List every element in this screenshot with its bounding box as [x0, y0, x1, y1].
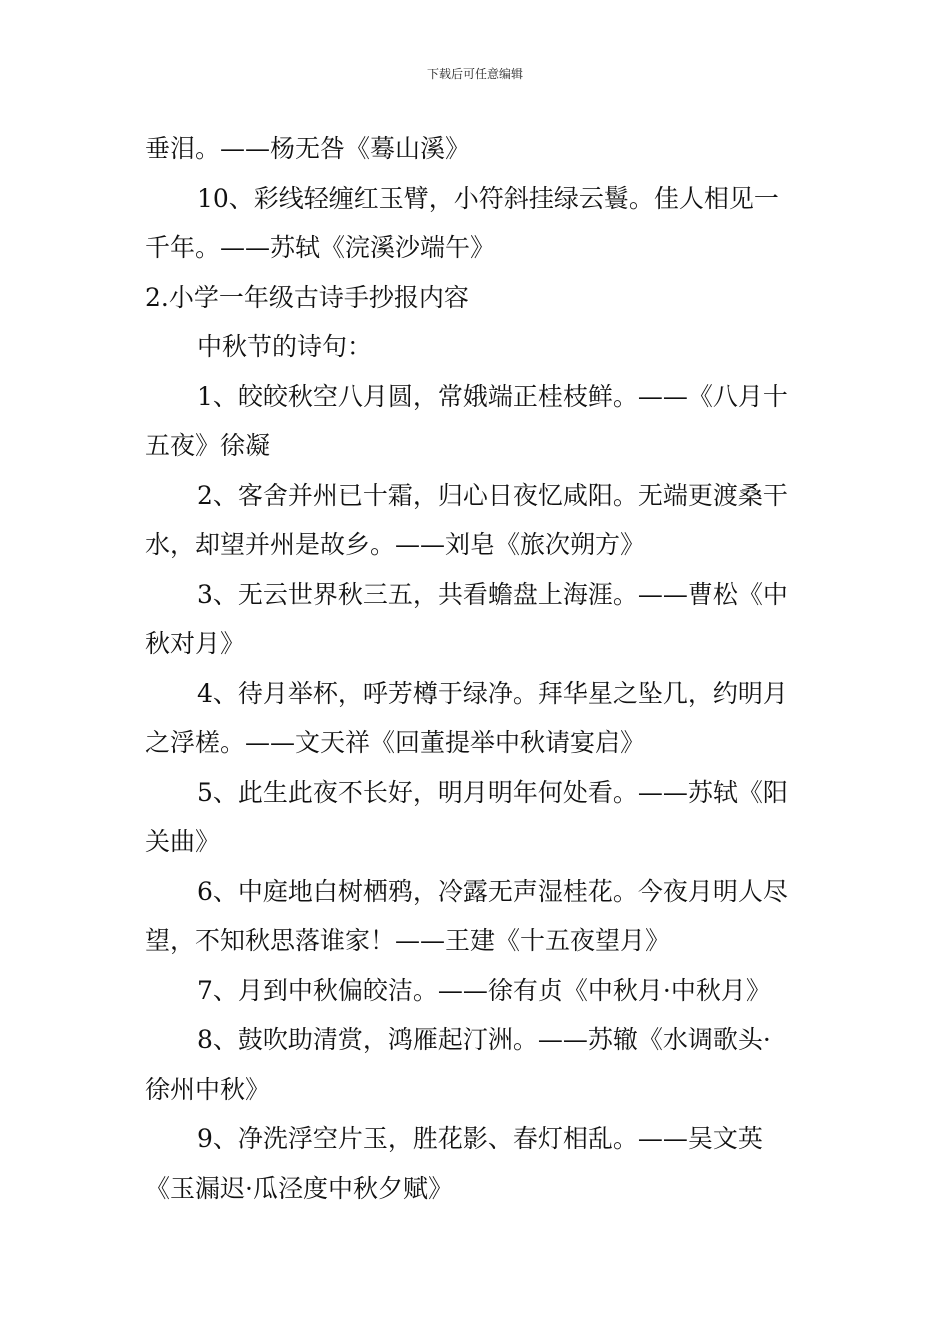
text-line: 8、鼓吹助清赏，鸿雁起汀洲。——苏辙《水调歌头·	[197, 1025, 771, 1054]
text-line: 《玉漏迟·瓜泾度中秋夕赋》	[145, 1173, 453, 1203]
text-line: 4、待月举杯，呼芳樽于绿净。拜华星之坠几，约明月	[197, 678, 788, 708]
text-line: 5、此生此夜不长好，明月明年何处看。——苏轼《阳	[197, 777, 788, 807]
text-line: 9、净洗浮空片玉，胜花影、春灯相乱。——吴文英	[197, 1124, 763, 1153]
text-line: 关曲》	[145, 827, 221, 856]
text-line: 3、无云世界秋三五，共看蟾盘上海涯。——曹松《中	[197, 579, 788, 609]
text-line: 千年。——苏轼《浣溪沙端午》	[145, 233, 496, 262]
text-line: 水，却望并州是故乡。——刘皂《旅次朔方》	[145, 530, 646, 559]
section-heading: 2.小学一年级古诗手抄报内容	[145, 282, 469, 312]
text-line: 秋对月》	[145, 629, 246, 658]
text-line: 1、皎皎秋空八月圆，常娥端正桂枝鲜。——《八月十	[197, 381, 788, 411]
text-line: 之浮槎。——文天祥《回董提举中秋请宴启》	[145, 728, 646, 757]
text-line: 2、客舍并州已十霜，归心日夜忆咸阳。无端更渡桑干	[197, 480, 788, 510]
document-body	[145, 124, 810, 1213]
text-line: 6、中庭地白树栖鸦，冷露无声湿桂花。今夜月明人尽	[197, 876, 788, 906]
text-line: 五夜》徐凝	[145, 431, 271, 460]
text-line: 望，不知秋思落谁家！——王建《十五夜望月》	[145, 926, 671, 955]
text-line: 徐州中秋》	[145, 1074, 271, 1104]
header-note: 下载后可任意编辑	[426, 67, 523, 81]
text-line: 10、彩线轻缠红玉臂，小符斜挂绿云鬟。佳人相见一	[197, 183, 779, 213]
text-line: 7、月到中秋偏皎洁。——徐有贞《中秋月·中秋月》	[197, 975, 771, 1005]
subheading: 中秋节的诗句：	[197, 332, 373, 361]
text-line: 垂泪。——杨无咎《蓦山溪》	[145, 134, 471, 163]
